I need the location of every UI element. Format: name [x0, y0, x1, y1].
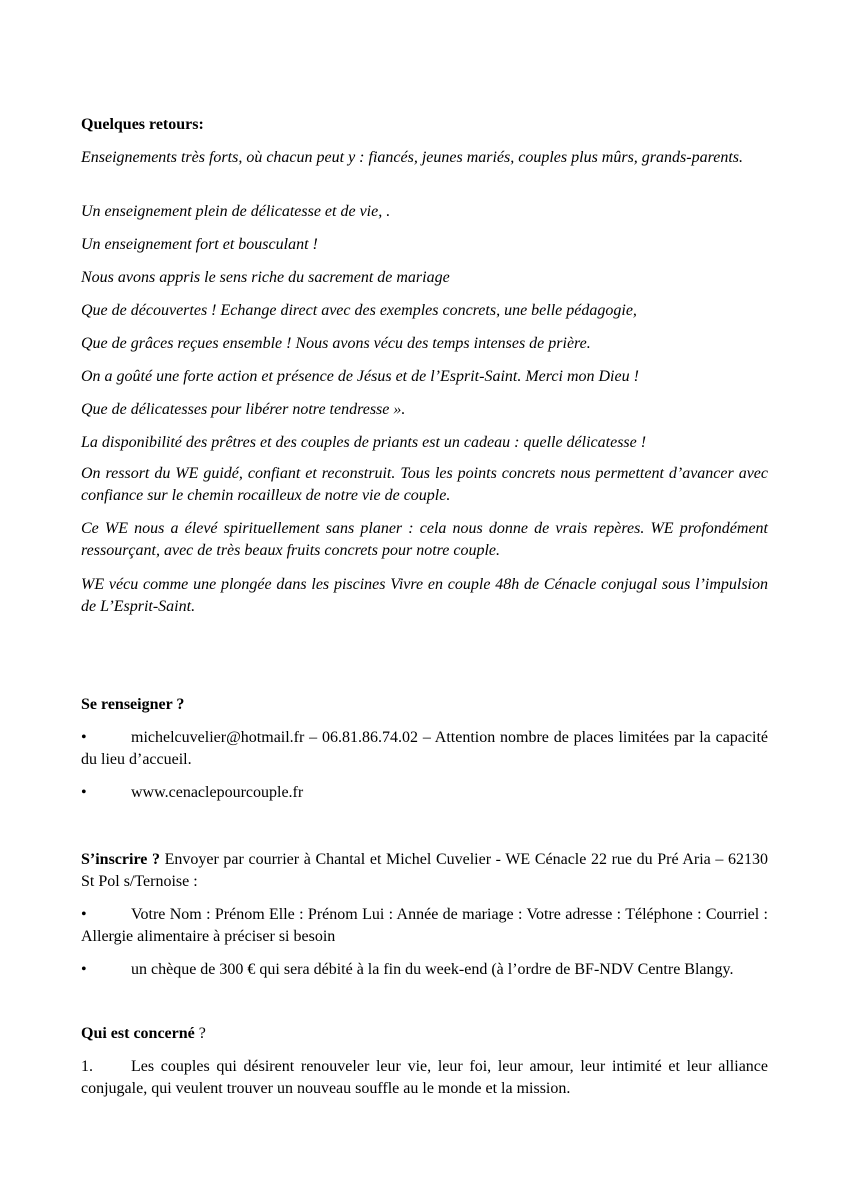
- bullet-icon: •: [81, 961, 87, 978]
- info-item-website: [81, 782, 768, 804]
- website-link[interactable]: www.cenaclepourcouple.fr: [131, 784, 304, 801]
- feedback-item: On a goûté une forte action et présence de Jésus et de l’Esprit-Saint. Merci mon Dieu !: [81, 368, 639, 385]
- bullet-icon: •: [81, 729, 87, 746]
- register-item-text: un chèque de 300 € qui sera débité à la fin du week-end (à l’ordre de BF-NDV Centre Blangy.: [131, 961, 734, 978]
- feedback-heading: Quelques retours:: [81, 116, 204, 133]
- feedback-item: Que de découvertes ! Echange direct avec des exemples concrets, une belle pédagogie,: [81, 302, 637, 319]
- concerned-heading-suffix: ?: [194, 1025, 206, 1042]
- register-text: Envoyer par courrier à Chantal et Michel Cuvelier - WE Cénacle 22 rue du Pré Aria – 62130 St Pol s/Ternoise :: [81, 851, 768, 890]
- concerned-item-text: Les couples qui désirent renouveler leur vie, leur foi, leur amour, leur intimité et leur alliance conjugale, qui veulent trouver un nouveau souffle au le monde et la mission.: [81, 1058, 768, 1097]
- feedback-item: Que de délicatesses pour libérer notre tendresse ».: [81, 401, 406, 418]
- feedback-item: Nous avons appris le sens riche du sacrement de mariage: [81, 269, 450, 286]
- concerned-heading-line: [81, 1023, 768, 1045]
- list-number: 1.: [81, 1058, 93, 1075]
- concerned-heading: Qui est concerné: [81, 1025, 195, 1042]
- concerned-item: [81, 1056, 768, 1100]
- register-heading: S’inscrire ?: [81, 851, 160, 868]
- register-paragraph: [81, 849, 768, 893]
- feedback-item: Que de grâces reçues ensemble ! Nous avons vécu des temps intenses de prière.: [81, 335, 591, 352]
- info-item-contact: [81, 727, 768, 771]
- feedback-item: Un enseignement plein de délicatesse et de vie, .: [81, 203, 391, 220]
- feedback-item: Un enseignement fort et bousculant !: [81, 236, 318, 253]
- info-heading: Se renseigner ?: [81, 696, 185, 713]
- feedback-item: WE vécu comme une plongée dans les piscines Vivre en couple 48h de Cénacle conjugal sous l’impulsion de L’Esprit-Saint.: [81, 576, 768, 615]
- feedback-item: Ce WE nous a élevé spirituellement sans planer : cela nous donne de vrais repères. WE profondément ressourçant, avec de très beaux fruits concrets pour notre couple.: [81, 520, 768, 559]
- bullet-icon: •: [81, 784, 87, 801]
- bullet-icon: •: [81, 906, 87, 923]
- register-item-cheque: [81, 959, 768, 981]
- feedback-item: La disponibilité des prêtres et des couples de priants est un cadeau : quelle délicatesse !: [81, 434, 647, 451]
- register-item-text: Votre Nom : Prénom Elle : Prénom Lui : Année de mariage : Votre adresse : Téléphone : Courriel : Allergie alimentaire à préciser si besoin: [81, 906, 768, 945]
- register-item-details: [81, 904, 768, 948]
- contact-text[interactable]: michelcuvelier@hotmail.fr – 06.81.86.74.02 – Attention nombre de places limitées par la capacité du lieu d’accueil.: [81, 729, 768, 768]
- feedback-item: Enseignements très forts, où chacun peut y : fiancés, jeunes mariés, couples plus mûrs, grands-parents.: [81, 149, 743, 166]
- feedback-item: On ressort du WE guidé, confiant et reconstruit. Tous les points concrets nous permettent d’avancer avec confiance sur le chemin rocailleux de notre vie de couple.: [81, 465, 768, 504]
